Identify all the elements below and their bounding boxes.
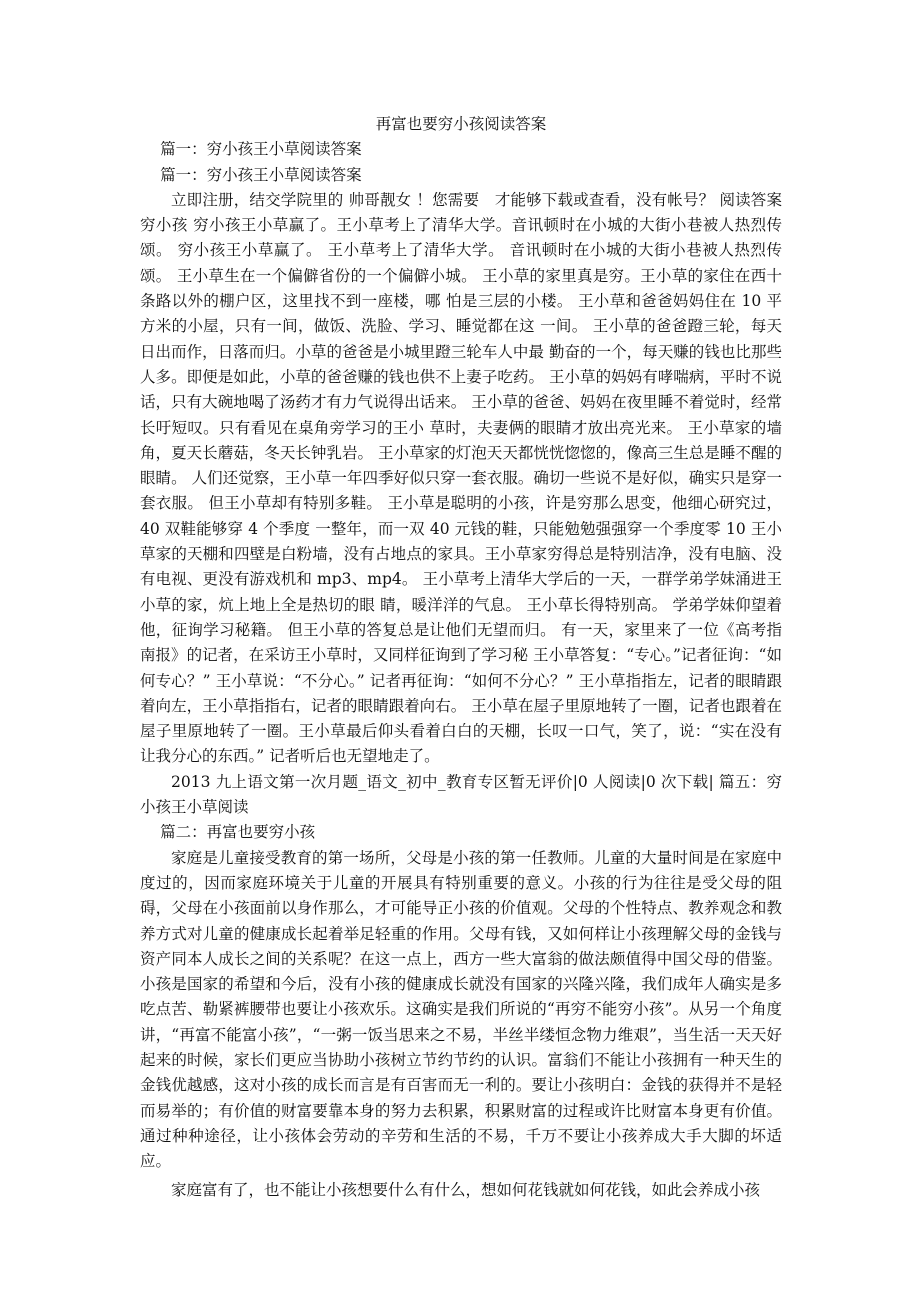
document-title: 再富也要穷小孩阅读答案 [375,115,547,133]
source-line: 2013 九上语文第一次月题_语文_初中_教育专区暂无评价|0 人阅读|0 次下载| 篇五：穷小孩王小草阅读 [140,772,782,817]
section-heading-3: 篇二：再富也要穷小孩 [160,823,316,842]
body-paragraph-story: 立即注册，结交学院里的 帅哥靓女 ！您需要 才能够下载或查看，没有帐号？ 阅读答案 穷小孩 穷小孩王小草赢了。王小草考上了清华大学。音讯顿时在小城的大街小巷被人热烈传颂。 穷小孩王小草赢了。 王小草考上了清华大学。 音讯顿时在小城的大街小巷被人热烈传颂。 王小草生在一个偏僻省份的一个偏僻小城。 王小草的家里真是穷。王小草的家住在西十条路以外的棚户区，这里找不到一座楼，哪 怕是三层的小楼。 王小草和爸爸妈妈住在 10 平方米的小屋，只有一间，做饭、洗脸、学习、睡觉都在这 一间。 王小草的爸爸蹬三轮，每天日出而作，日落而归。小草的爸爸是小城里蹬三轮车人中最 勤奋的一个，每天赚的钱也比那些人多。即便是如此，小草的爸爸赚的钱也供不上妻子吃药。 王小草的妈妈有哮喘病，平时不说话，只有大碗地喝了汤药才有力气说得出话来。 王小草的爸爸、妈妈在夜里睡不着觉时，经常长吁短叹。只有看见在桌角旁学习的王小 草时，夫妻俩的眼睛才放出亮光来。 王小草家的墙角，夏天长蘑菇，冬天长钟乳岩。 王小草家的灯泡天天都恍恍惚惚的，像高三生总是睡不醒的眼睛。 人们还觉察，王小草一年四季好似只穿一套衣服。确切一些说不是好似，确实只是穿一 套衣服。 但王小草却有特别多鞋。 王小草是聪明的小孩，许是穷那么思变，他细心研究过，40 双鞋能够穿 4 个季度 一整年，而一双 40 元钱的鞋，只能勉勉强强穿一个季度零 10 王小草家的天棚和四壁是白粉墙，没有占地点的家具。王小草家穷得总是特别洁净，没有电脑、没有电视、更没有游戏机和 mp3、mp4。 王小草考上清华大学后的一天，一群学弟学妹涌进王小草的家，炕上地上全是热切的眼 睛，暖洋洋的气息。 王小草长得特别高。 学弟学妹仰望着他，征询学习秘籍。 但王小草的答复总是让他们无望而归。 有一天，家里来了一位《高考指南报》的记者，在采访王小草时，又同样征询到了学习秘 王小草答复：“专心。”记者征询：“如何专心？” 王小草说：“不分心。” 记者再征询：“如何不分心？” 王小草指指左，记者的眼睛跟着向左，王小草指指右，记者的眼睛跟着向右。 王小草在屋子里原地转了一圈，记者也跟着在屋子里原地转了一圈。王小草最后仰头看着白白的天棚，长叹一口气，笑了，说：“实在没有让我分心的东西。” 记者听后也无望地走了。 [140,190,782,766]
section-heading-1: 篇一：穷小孩王小草阅读答案 [160,140,362,159]
body-paragraph-family: 家庭是儿童接受教育的第一场所，父母是小孩的第一任教师。儿童的大量时间是在家庭中度过的，因而家庭环境关于儿童的开展具有特别重要的意义。小孩的行为往往是受父母的阻碍，父母在小孩面前以身作那么，才可能导正小孩的价值观。父母的个性特点、教养观念和教养方式对儿童的健康成长起着举足轻重的作用。父母有钱，又如何样让小孩理解父母的金钱与资产同本人成长之间的关系呢？在这一点上，西方一些大富翁的做法颇值得中国父母的借鉴。 小孩是国家的希望和今后，没有小孩的健康成长就没有国家的兴隆兴隆，我们成年人确实是多吃点苦、勒紧裤腰带也要让小孩欢乐。这确实是我们所说的“再穷不能穷小孩”。从另一个角度讲，“再富不能富小孩”，“一粥一饭当思来之不易，半丝半缕恒念物力维艰”，当生活一天天好起来的时候，家长们更应当协助小孩树立节约节约的认识。富翁们不能让小孩拥有一种天生的金钱优越感，这对小孩的成长而言是有百害而无一利的。要让小孩明白：金钱的获得并不是轻而易举的；有价值的财富要靠本身的努力去积累，积累财富的过程或许比财富本身更有价值。通过种种途径，让小孩体会劳动的辛劳和生活的不易，千万不要让小孩养成大手大脚的坏适应。 [140,848,782,1171]
body-paragraph-closing: 家庭富有了，也不能让小孩想要什么有什么，想如何花钱就如何花钱，如此会养成小孩 [171,1181,761,1200]
section-heading-2: 篇一：穷小孩王小草阅读答案 [160,165,362,184]
document-page [140,112,782,1204]
